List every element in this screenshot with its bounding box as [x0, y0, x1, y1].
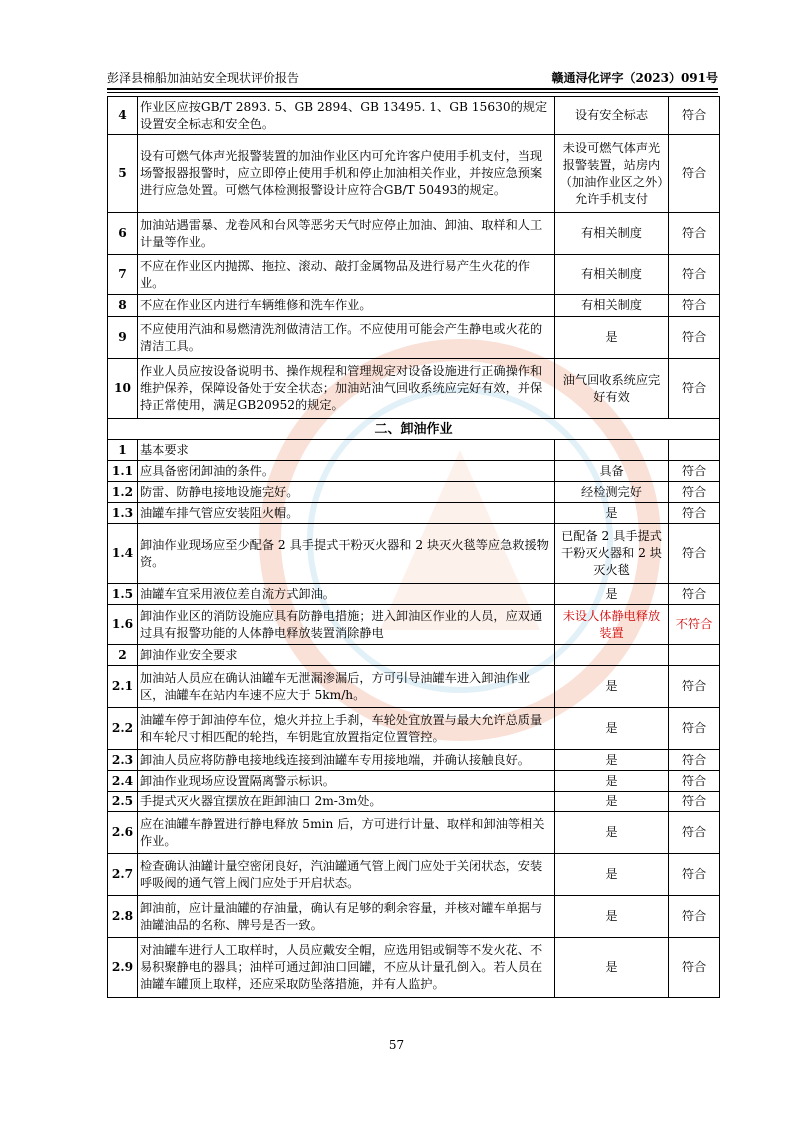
- finding-text: 是: [555, 666, 669, 708]
- result-text: 符合: [669, 213, 720, 255]
- table-row: [108, 645, 720, 666]
- item-number: 2.8: [108, 896, 138, 938]
- check-item: 应具备密闭卸油的条件。: [138, 461, 555, 482]
- result-text: 符合: [669, 135, 720, 213]
- page-header: [107, 68, 718, 86]
- table-row: [108, 295, 720, 317]
- item-number: 5: [108, 135, 138, 213]
- item-number: 1.2: [108, 482, 138, 503]
- result-text: 符合: [669, 97, 720, 135]
- table-row: [108, 440, 720, 461]
- item-number: 1: [108, 440, 138, 461]
- table-row: [108, 482, 720, 503]
- finding-text: 有相关制度: [555, 213, 669, 255]
- check-item: 不应使用汽油和易燃清洗剂做清洁工作。不应使用可能会产生静电或火花的清洁工具。: [138, 317, 555, 359]
- result-text: [669, 645, 720, 666]
- check-item: 加油站人员应在确认油罐车无泄漏渗漏后，方可引导油罐车进入卸油作业区，油罐车在站内车速不应大于 5km/h。: [138, 666, 555, 708]
- section-title: 二、卸油作业: [108, 419, 720, 440]
- check-item: 防雷、防静电接地设施完好。: [138, 482, 555, 503]
- page-number: 57: [388, 1038, 405, 1052]
- result-text: [669, 440, 720, 461]
- check-item: 油罐车排气管应安装阻火帽。: [138, 503, 555, 524]
- table-row: [108, 503, 720, 524]
- header-rule-thick: [107, 88, 718, 90]
- table-row: [108, 854, 720, 896]
- result-text: 符合: [669, 503, 720, 524]
- table-row: [108, 750, 720, 771]
- finding-text: 是: [555, 812, 669, 854]
- finding-text: 是: [555, 708, 669, 750]
- check-item: 卸油作业现场应设置隔离警示标识。: [138, 771, 555, 792]
- table-row: [108, 461, 720, 482]
- header-rule-thin: [107, 92, 718, 93]
- result-text: 符合: [669, 524, 720, 584]
- check-item: 手提式灭火器宜摆放在距卸油口 2m-3m处。: [138, 792, 555, 812]
- table-row: [108, 135, 720, 213]
- finding-text: 设有安全标志: [555, 97, 669, 135]
- result-text: 符合: [669, 255, 720, 295]
- item-number: 8: [108, 295, 138, 317]
- finding-text: 未设可燃气体声光报警装置，站房内（加油作业区之外）允许手机支付: [555, 135, 669, 213]
- check-item: 油罐车停于卸油停车位，熄火并拉上手刹，车轮处宜放置与最大允许总质量和车轮尺寸相匹配的轮挡，车钥匙宜放置指定位置管控。: [138, 708, 555, 750]
- finding-text: 是: [555, 503, 669, 524]
- table-row: [108, 792, 720, 812]
- finding-text: [555, 645, 669, 666]
- check-item: 作业人员应按设备说明书、操作规程和管理规定对设备设施进行正确操作和维护保养，保障设备处于安全状态；加油站油气回收系统应完好有效，并保持正常使用，满足GB20952的规定。: [138, 359, 555, 419]
- finding-text: 是: [555, 938, 669, 998]
- table-row: [108, 317, 720, 359]
- finding-text: 有相关制度: [555, 255, 669, 295]
- check-item: 卸油作业区的消防设施应具有防静电措施；进入卸油区作业的人员，应双通过具有报警功能的人体静电释放装置消除静电: [138, 605, 555, 645]
- result-text: 符合: [669, 359, 720, 419]
- report-title: 彭泽县棉船加油站安全现状评价报告: [107, 71, 300, 85]
- result-text: 符合: [669, 666, 720, 708]
- item-number: 10: [108, 359, 138, 419]
- result-text: 符合: [669, 750, 720, 771]
- result-text: 符合: [669, 792, 720, 812]
- check-item: 卸油作业现场应至少配备 2 具手提式干粉灭火器和 2 块灭火毯等应急救援物资。: [138, 524, 555, 584]
- section-header-row: [108, 419, 720, 440]
- finding-text: 具备: [555, 461, 669, 482]
- document-number: 赣通浔化评字（2023）091号: [551, 71, 718, 85]
- finding-text: 经检测完好: [555, 482, 669, 503]
- finding-text: 是: [555, 584, 669, 605]
- result-text: 符合: [669, 896, 720, 938]
- check-item: 加油站遇雷暴、龙卷风和台风等恶劣天气时应停止加油、卸油、取样和人工计量等作业。: [138, 213, 555, 255]
- item-number: 2.3: [108, 750, 138, 771]
- item-number: 2.1: [108, 666, 138, 708]
- finding-text: 是: [555, 317, 669, 359]
- finding-text: 是: [555, 792, 669, 812]
- item-number: 2.7: [108, 854, 138, 896]
- check-item: 检查确认油罐计量空密闭良好，汽油罐通气管上阀门应处于关闭状态，安装呼吸阀的通气管上阀门应处于开启状态。: [138, 854, 555, 896]
- table-row: [108, 524, 720, 584]
- table-row: [108, 97, 720, 135]
- item-number: 4: [108, 97, 138, 135]
- result-text: 符合: [669, 317, 720, 359]
- result-text: 符合: [669, 812, 720, 854]
- check-item: 不应在作业区内抛掷、拖拉、滚动、敲打金属物品及进行易产生火花的作业。: [138, 255, 555, 295]
- result-text: 符合: [669, 708, 720, 750]
- check-item: 对油罐车进行人工取样时，人员应戴安全帽，应选用铝或铜等不发火花、不易积聚静电的器具；油样可通过卸油口回罐，不应从计量孔倒入。若人员在油罐车罐顶上取样，还应采取防坠落措施，并有人监护。: [138, 938, 555, 998]
- result-text: 符合: [669, 482, 720, 503]
- result-text: 符合: [669, 295, 720, 317]
- item-number: 1.5: [108, 584, 138, 605]
- table-row: [108, 255, 720, 295]
- table-row: [108, 666, 720, 708]
- result-text: 符合: [669, 854, 720, 896]
- item-number: 9: [108, 317, 138, 359]
- finding-text: [555, 440, 669, 461]
- table-row: [108, 938, 720, 998]
- inspection-table: [107, 96, 720, 998]
- finding-text: 是: [555, 750, 669, 771]
- result-text: 符合: [669, 461, 720, 482]
- check-item: 卸油人员应将防静电接地线连接到油罐车专用接地端，并确认接触良好。: [138, 750, 555, 771]
- item-number: 2.5: [108, 792, 138, 812]
- finding-text: 是: [555, 771, 669, 792]
- finding-text: 油气回收系统应完好有效: [555, 359, 669, 419]
- inspection-table-body: [108, 97, 720, 998]
- result-text: 符合: [669, 584, 720, 605]
- table-row: [108, 213, 720, 255]
- finding-text: 已配备 2 具手提式干粉灭火器和 2 块灭火毯: [555, 524, 669, 584]
- table-row: [108, 771, 720, 792]
- check-item: 应在油罐车静置进行静电释放 5min 后，方可进行计量、取样和卸油等相关作业。: [138, 812, 555, 854]
- item-number: 2: [108, 645, 138, 666]
- check-item: 不应在作业区内进行车辆维修和洗车作业。: [138, 295, 555, 317]
- check-item: 设有可燃气体声光报警装置的加油作业区内可允许客户使用手机支付，当现场警报器报警时，应立即停止使用手机和停止加油相关作业，并按应急预案进行应急处置。可燃气体检测报警设计应符合GB/T 50493的规定。: [138, 135, 555, 213]
- finding-text: 未设人体静电释放装置: [555, 605, 669, 645]
- result-text: 符合: [669, 938, 720, 998]
- item-number: 1.4: [108, 524, 138, 584]
- check-item: 作业区应按GB/T 2893. 5、GB 2894、GB 13495. 1、GB 15630的规定设置安全标志和安全色。: [138, 97, 555, 135]
- item-number: 7: [108, 255, 138, 295]
- result-text: 不符合: [669, 605, 720, 645]
- check-item: 卸油作业安全要求: [138, 645, 555, 666]
- item-number: 1.6: [108, 605, 138, 645]
- table-row: [108, 812, 720, 854]
- item-number: 2.4: [108, 771, 138, 792]
- check-item: 基本要求: [138, 440, 555, 461]
- item-number: 2.2: [108, 708, 138, 750]
- result-text: 符合: [669, 771, 720, 792]
- table-row: [108, 896, 720, 938]
- item-number: 6: [108, 213, 138, 255]
- item-number: 1.1: [108, 461, 138, 482]
- finding-text: 是: [555, 854, 669, 896]
- item-number: 2.9: [108, 938, 138, 998]
- finding-text: 是: [555, 896, 669, 938]
- check-item: 卸油前，应计量油罐的存油量，确认有足够的剩余容量，并核对罐车单据与油罐油品的名称、牌号是否一致。: [138, 896, 555, 938]
- item-number: 2.6: [108, 812, 138, 854]
- item-number: 1.3: [108, 503, 138, 524]
- finding-text: 有相关制度: [555, 295, 669, 317]
- table-row: [108, 708, 720, 750]
- table-row: [108, 605, 720, 645]
- table-row: [108, 584, 720, 605]
- check-item: 油罐车宜采用液位差自流方式卸油。: [138, 584, 555, 605]
- table-row: [108, 359, 720, 419]
